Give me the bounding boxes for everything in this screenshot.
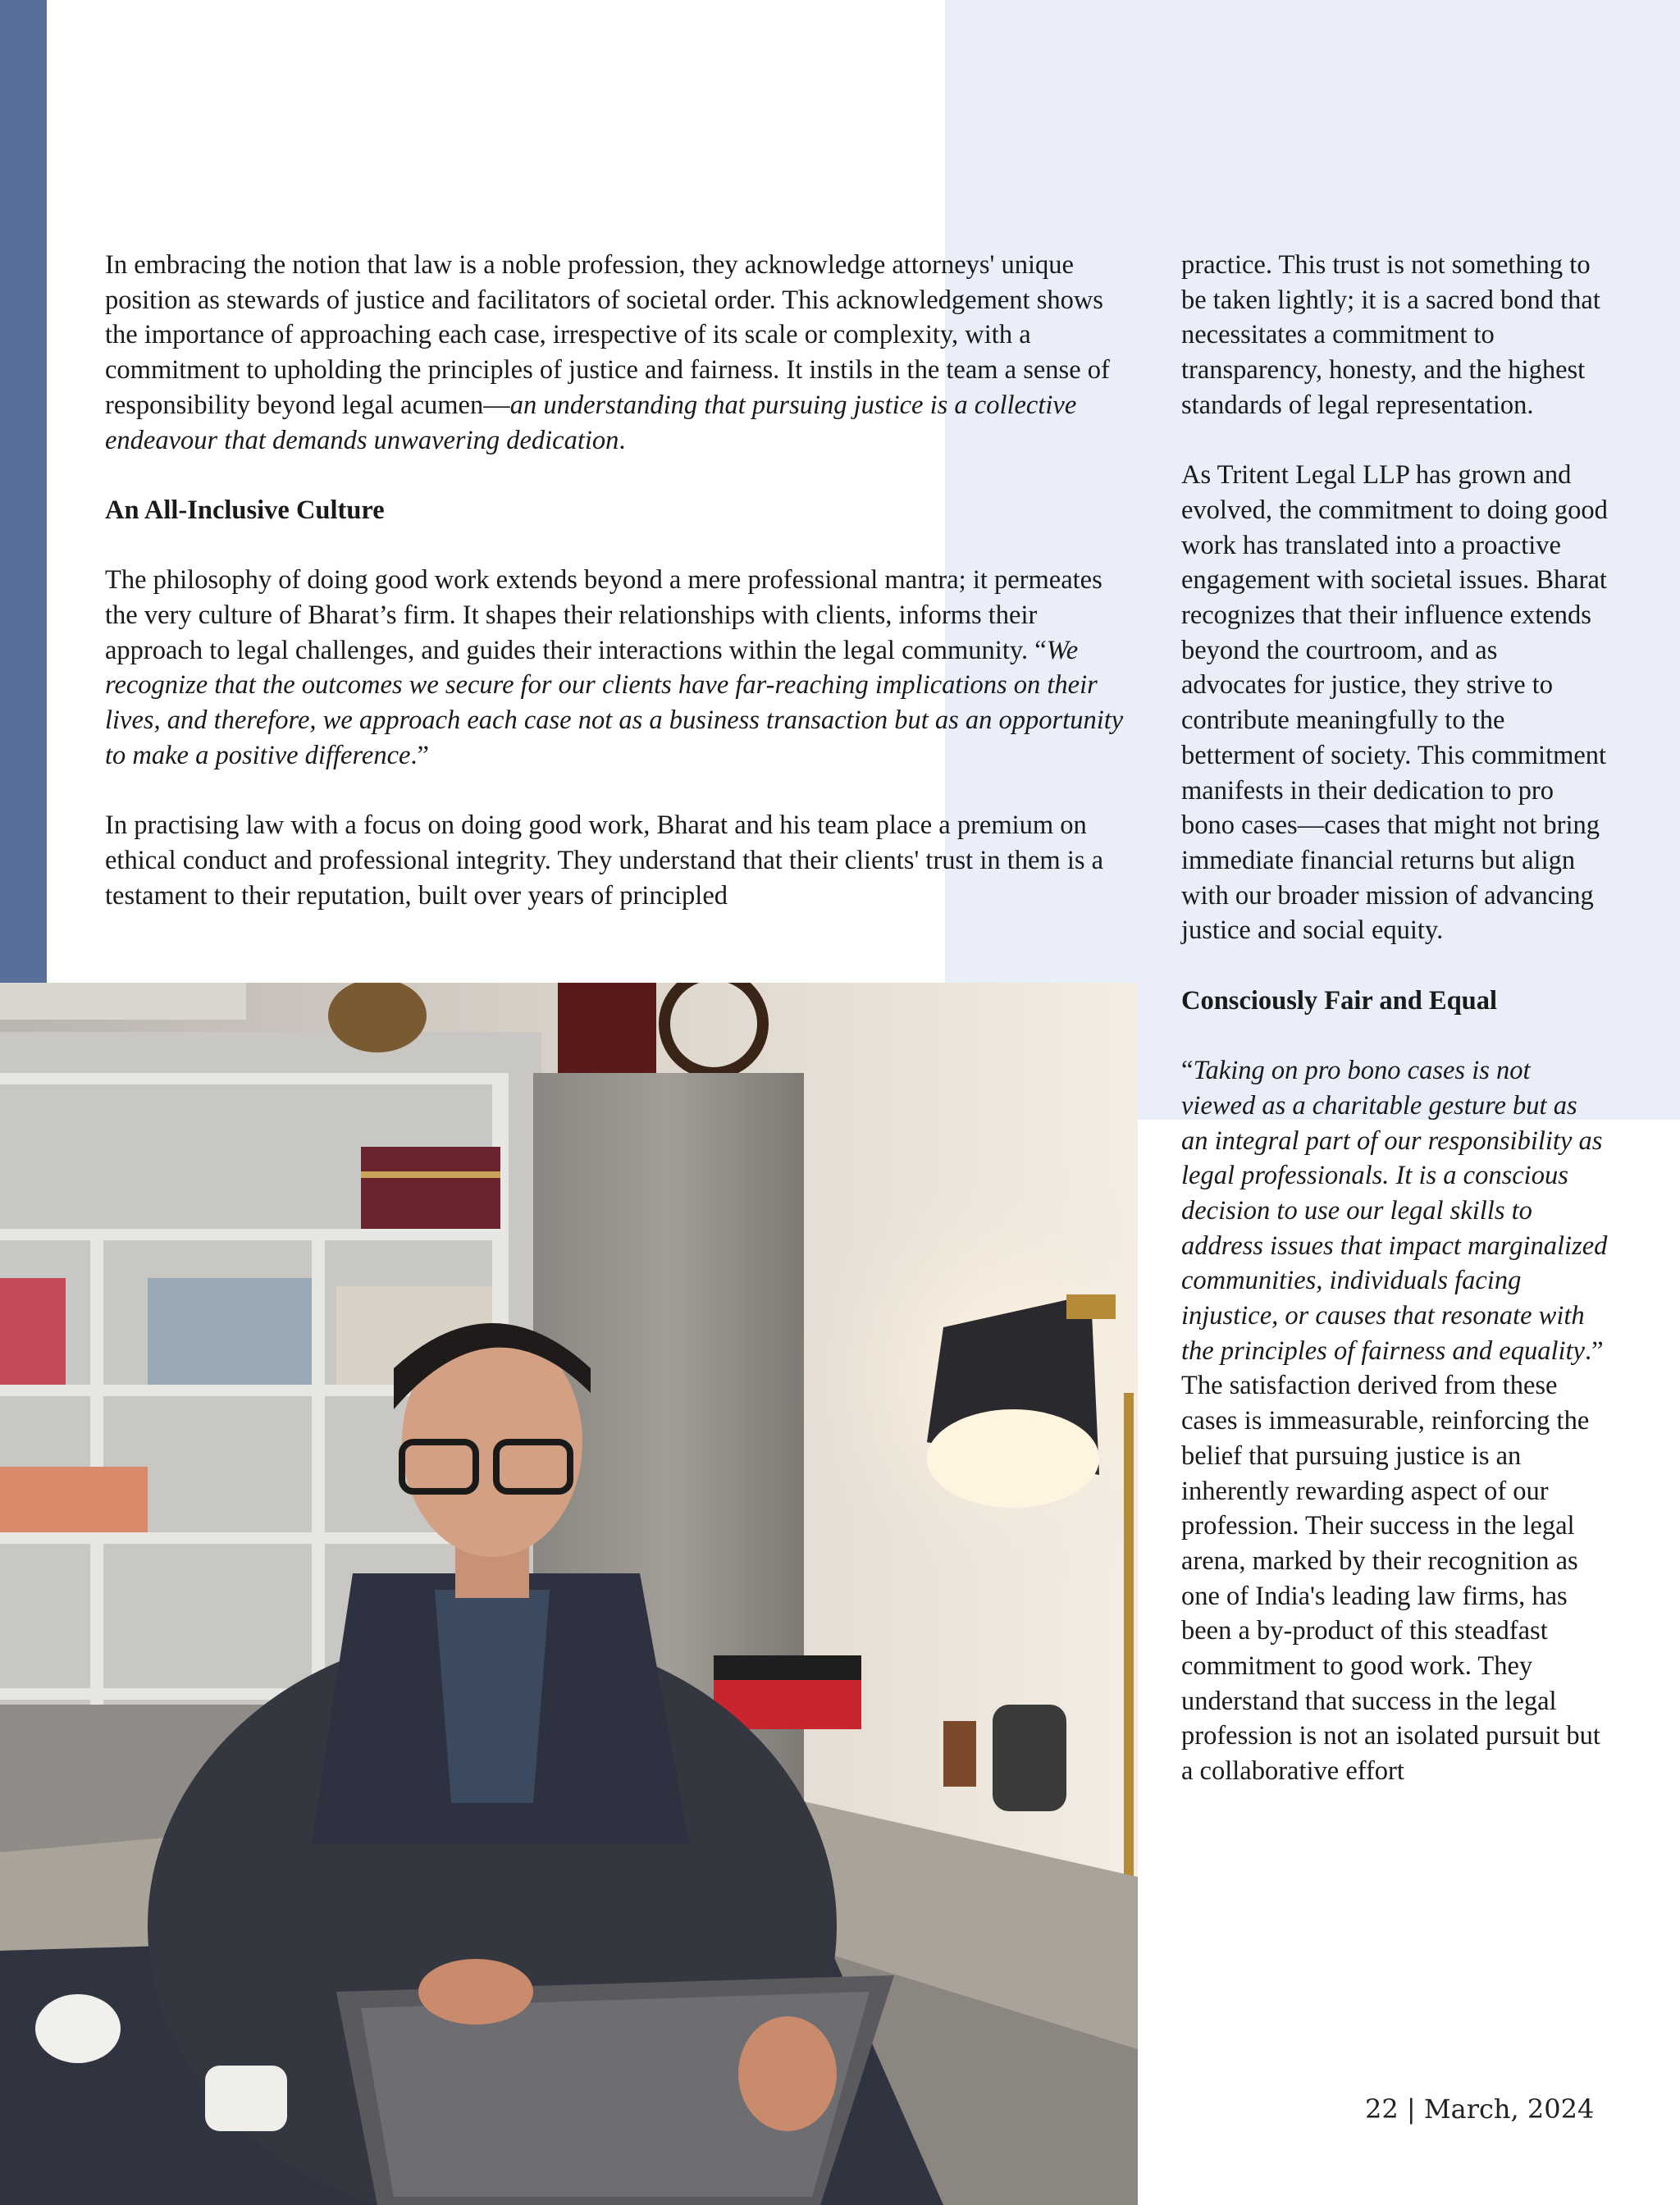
right-column (1181, 248, 1608, 1824)
paragraph-pro-bono: “Taking on pro bono cases is not viewed as a charitable gesture but as an integral part of our responsibility as legal professionals. It is a conscious decision to use our legal skills to address issues that impact marginalized communities, individuals facing injustice, or causes that resonate with the principles of fairness and equality.” The satisfaction derived from these cases is immeasurable, reinforcing the belief that pursuing justice is an inherently rewarding aspect of our profession. Their success in the legal arena, marked by their recognition as one of India's leading law firms, has been a by-product of this steadfast commitment to good work. They understand that success in the legal profession is not an isolated pursuit but a collaborative effort (1181, 1056, 1608, 1787)
left-accent-bar (0, 0, 47, 983)
paragraph-ethics: In practising law with a focus on doing good work, Bharat and his team place a premium on ethical conduct and professional integrity. They understand that their clients' trust in them is a testament to their reputation, built over years of principled (105, 810, 1104, 911)
paragraph-growth: As Tritent Legal LLP has grown and evolved, the commitment to doing good work has translated into a proactive engagement with societal issues. Bharat recognizes that their influence extends beyond the courtroom, and as advocates for justice, they strive to contribute meaningfully to the betterment of society. This commitment manifests in their dedication to pro bono cases—cases that might not bring immediate financial returns but align with our broader mission of advancing justice and social equity. (1181, 460, 1608, 946)
left-column (105, 248, 1139, 948)
page-footer: 22 | March, 2024 (1365, 2093, 1595, 2125)
section-heading-culture: An All-Inclusive Culture (105, 495, 385, 525)
office-photo (0, 983, 1138, 2205)
paragraph-trust: practice. This trust is not something to be taken lightly; it is a sacred bond that necessitates a commitment to transparency, honesty, and the highest standards of legal representation. (1181, 250, 1600, 420)
paragraph-intro: In embracing the notion that law is a noble profession, they acknowledge attorneys' unique position as stewards of justice and facilitators of societal order. This acknowledgement shows the importance of approaching each case, irrespective of its scale or complexity, with a commitment to upholding the principles of justice and fairness. It instils in the team a sense of responsibility beyond legal acumen—an understanding that pursuing justice is a collective endeavour that demands unwavering dedication. (105, 250, 1110, 455)
paragraph-philosophy: The philosophy of doing good work extends beyond a mere professional mantra; it permeates the very culture of Bharat’s firm. It shapes their relationships with clients, informs their approach to legal challenges, and guides their interactions within the legal community. “We recognize that the outcomes we secure for our clients have far-reaching implications on their lives, and therefore, we approach each case not as a business transaction but as an opportunity to make a positive difference.” (105, 565, 1124, 770)
section-heading-fair-equal: Consciously Fair and Equal (1181, 985, 1498, 1016)
